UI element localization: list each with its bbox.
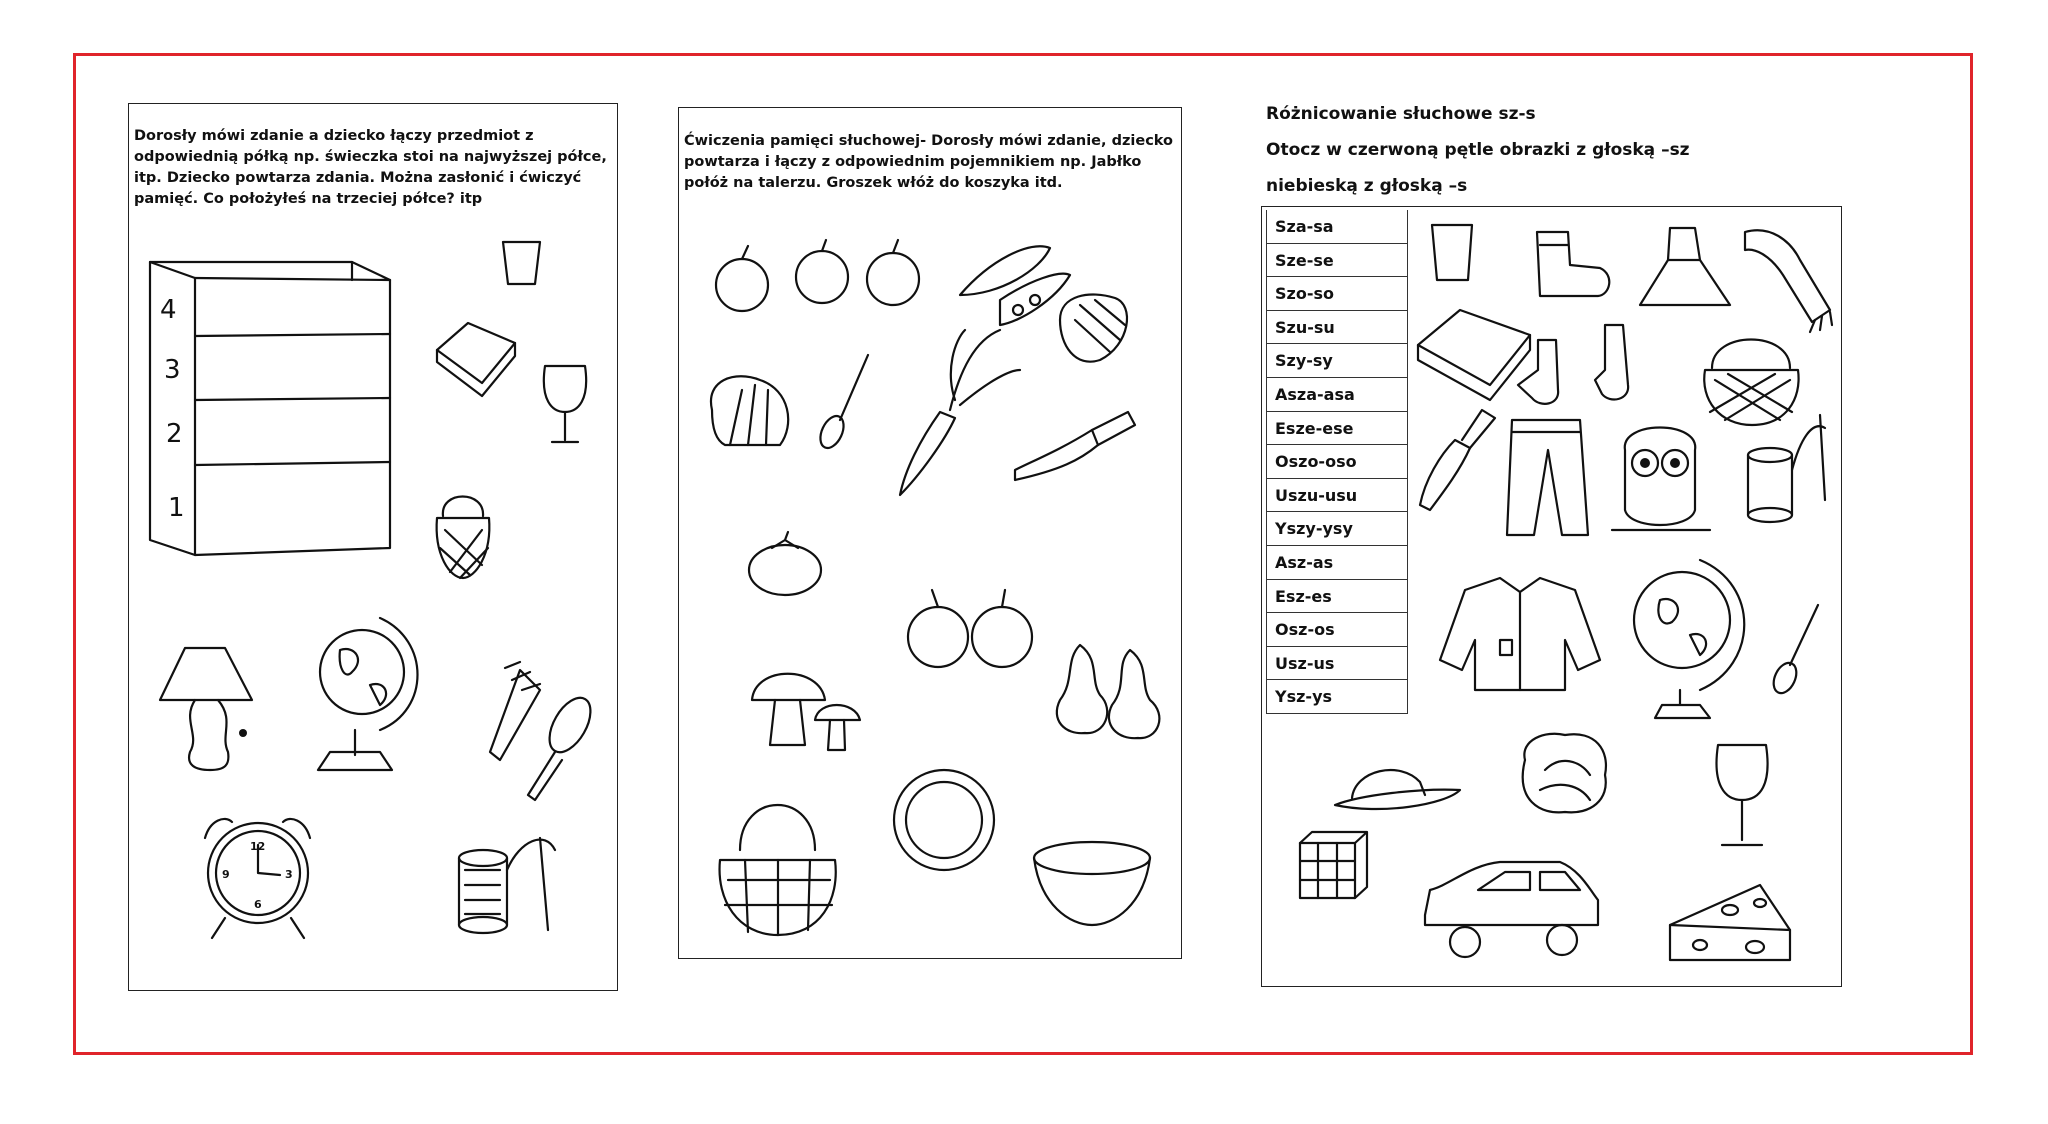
shelf-number: 4 xyxy=(160,295,177,325)
globe-icon xyxy=(1634,560,1744,718)
mushrooms-icon xyxy=(752,674,860,750)
spoon-icon xyxy=(1769,605,1818,697)
panel2-instruction: Ćwiczenia pamięci słuchowej- Dorosły mówi zdanie, dziecko powtarza i łączy z odpowiednim pojemnikiem np. Jabłko połóż na talerzu. Groszek włóż do koszyka itd. xyxy=(684,133,1173,191)
tomato-icon xyxy=(749,532,821,595)
cup-icon xyxy=(1432,225,1472,280)
basket-icon xyxy=(1704,340,1798,426)
alarm-clock-icon xyxy=(205,819,310,938)
book-icon xyxy=(437,323,515,396)
wine-glass-icon xyxy=(1717,745,1768,845)
trousers-icon xyxy=(1507,420,1588,535)
basket-icon xyxy=(437,497,490,579)
book-icon xyxy=(1418,310,1530,400)
thread-and-needle-icon xyxy=(459,838,555,933)
carrot-icon xyxy=(900,330,1020,495)
pea-pod-icon xyxy=(960,246,1070,325)
wine-glass-icon xyxy=(544,366,586,442)
lamp-icon xyxy=(160,648,252,770)
syllable-row: Szu-su xyxy=(1267,311,1407,345)
clock-number: 3 xyxy=(285,868,293,881)
syllable-row: Oszo-oso xyxy=(1267,445,1407,479)
apples-row-icon xyxy=(716,240,919,311)
panel3-instruction-line2: niebieską z głoską –s xyxy=(1266,176,1468,196)
shirt-icon xyxy=(1440,578,1600,690)
panel3-instruction-line1: Otocz w czerwoną pętle obrazki z głoską –sz xyxy=(1266,140,1690,160)
syllable-row: Szy-sy xyxy=(1267,344,1407,378)
pears-icon xyxy=(1057,645,1160,738)
thread-and-needle-icon xyxy=(1748,415,1825,522)
cheese-icon xyxy=(1670,885,1790,960)
basket-icon xyxy=(720,805,836,935)
clock-number: 9 xyxy=(222,868,230,881)
syllable-row: Asza-asa xyxy=(1267,378,1407,412)
syllable-row: Sze-se xyxy=(1267,244,1407,278)
shelf-number: 2 xyxy=(166,419,183,449)
comb-and-brush-icon xyxy=(490,662,599,800)
clock-number: 12 xyxy=(250,840,266,853)
shelf-number: 1 xyxy=(168,493,185,523)
syllable-row: Osz-os xyxy=(1267,613,1407,647)
syllable-row: Usz-us xyxy=(1267,647,1407,681)
syllable-row: Esze-ese xyxy=(1267,412,1407,446)
cup-icon xyxy=(503,242,540,284)
bread-icon xyxy=(1060,294,1127,361)
syllable-row: Uszu-usu xyxy=(1267,479,1407,513)
syllable-row: Esz-es xyxy=(1267,580,1407,614)
globe-icon xyxy=(318,618,418,770)
syllable-row: Asz-as xyxy=(1267,546,1407,580)
panel1-instruction: Dorosły mówi zdanie a dziecko łączy przedmiot z odpowiednią półką np. świeczka stoi na najwyższej półce, itp. Dziecko powtarza zdania. Można zasłonić i ćwiczyć pamięć. Co położyłeś na trzeciej półce? itp xyxy=(134,128,607,207)
panel3-title: Różnicowanie słuchowe sz-s xyxy=(1266,104,1536,124)
scarf-icon xyxy=(1745,230,1832,332)
boot-icon xyxy=(1537,232,1609,296)
knife-icon xyxy=(1420,410,1495,510)
plate-icon xyxy=(894,770,994,870)
syllable-row: Szo-so xyxy=(1267,277,1407,311)
syllable-row: Ysz-ys xyxy=(1267,680,1407,714)
car-icon xyxy=(1425,862,1598,957)
spoon-icon xyxy=(816,355,868,452)
syllable-row: Sza-sa xyxy=(1267,210,1407,244)
socks-icon xyxy=(1518,325,1628,404)
cube-icon xyxy=(1300,832,1367,898)
hat-icon xyxy=(1335,770,1460,809)
syllable-row: Yszy-ysy xyxy=(1267,512,1407,546)
dress-icon xyxy=(1640,228,1730,305)
bowl-icon xyxy=(1034,842,1150,925)
knife-icon xyxy=(1015,412,1135,480)
owl-icon xyxy=(1612,428,1710,531)
apples-pair-icon xyxy=(908,590,1032,667)
shelf-number: 3 xyxy=(164,355,181,385)
cabbage-icon xyxy=(1523,734,1606,813)
shell-icon xyxy=(711,376,788,445)
bookshelf-icon xyxy=(150,262,390,555)
clock-number: 6 xyxy=(254,898,262,911)
